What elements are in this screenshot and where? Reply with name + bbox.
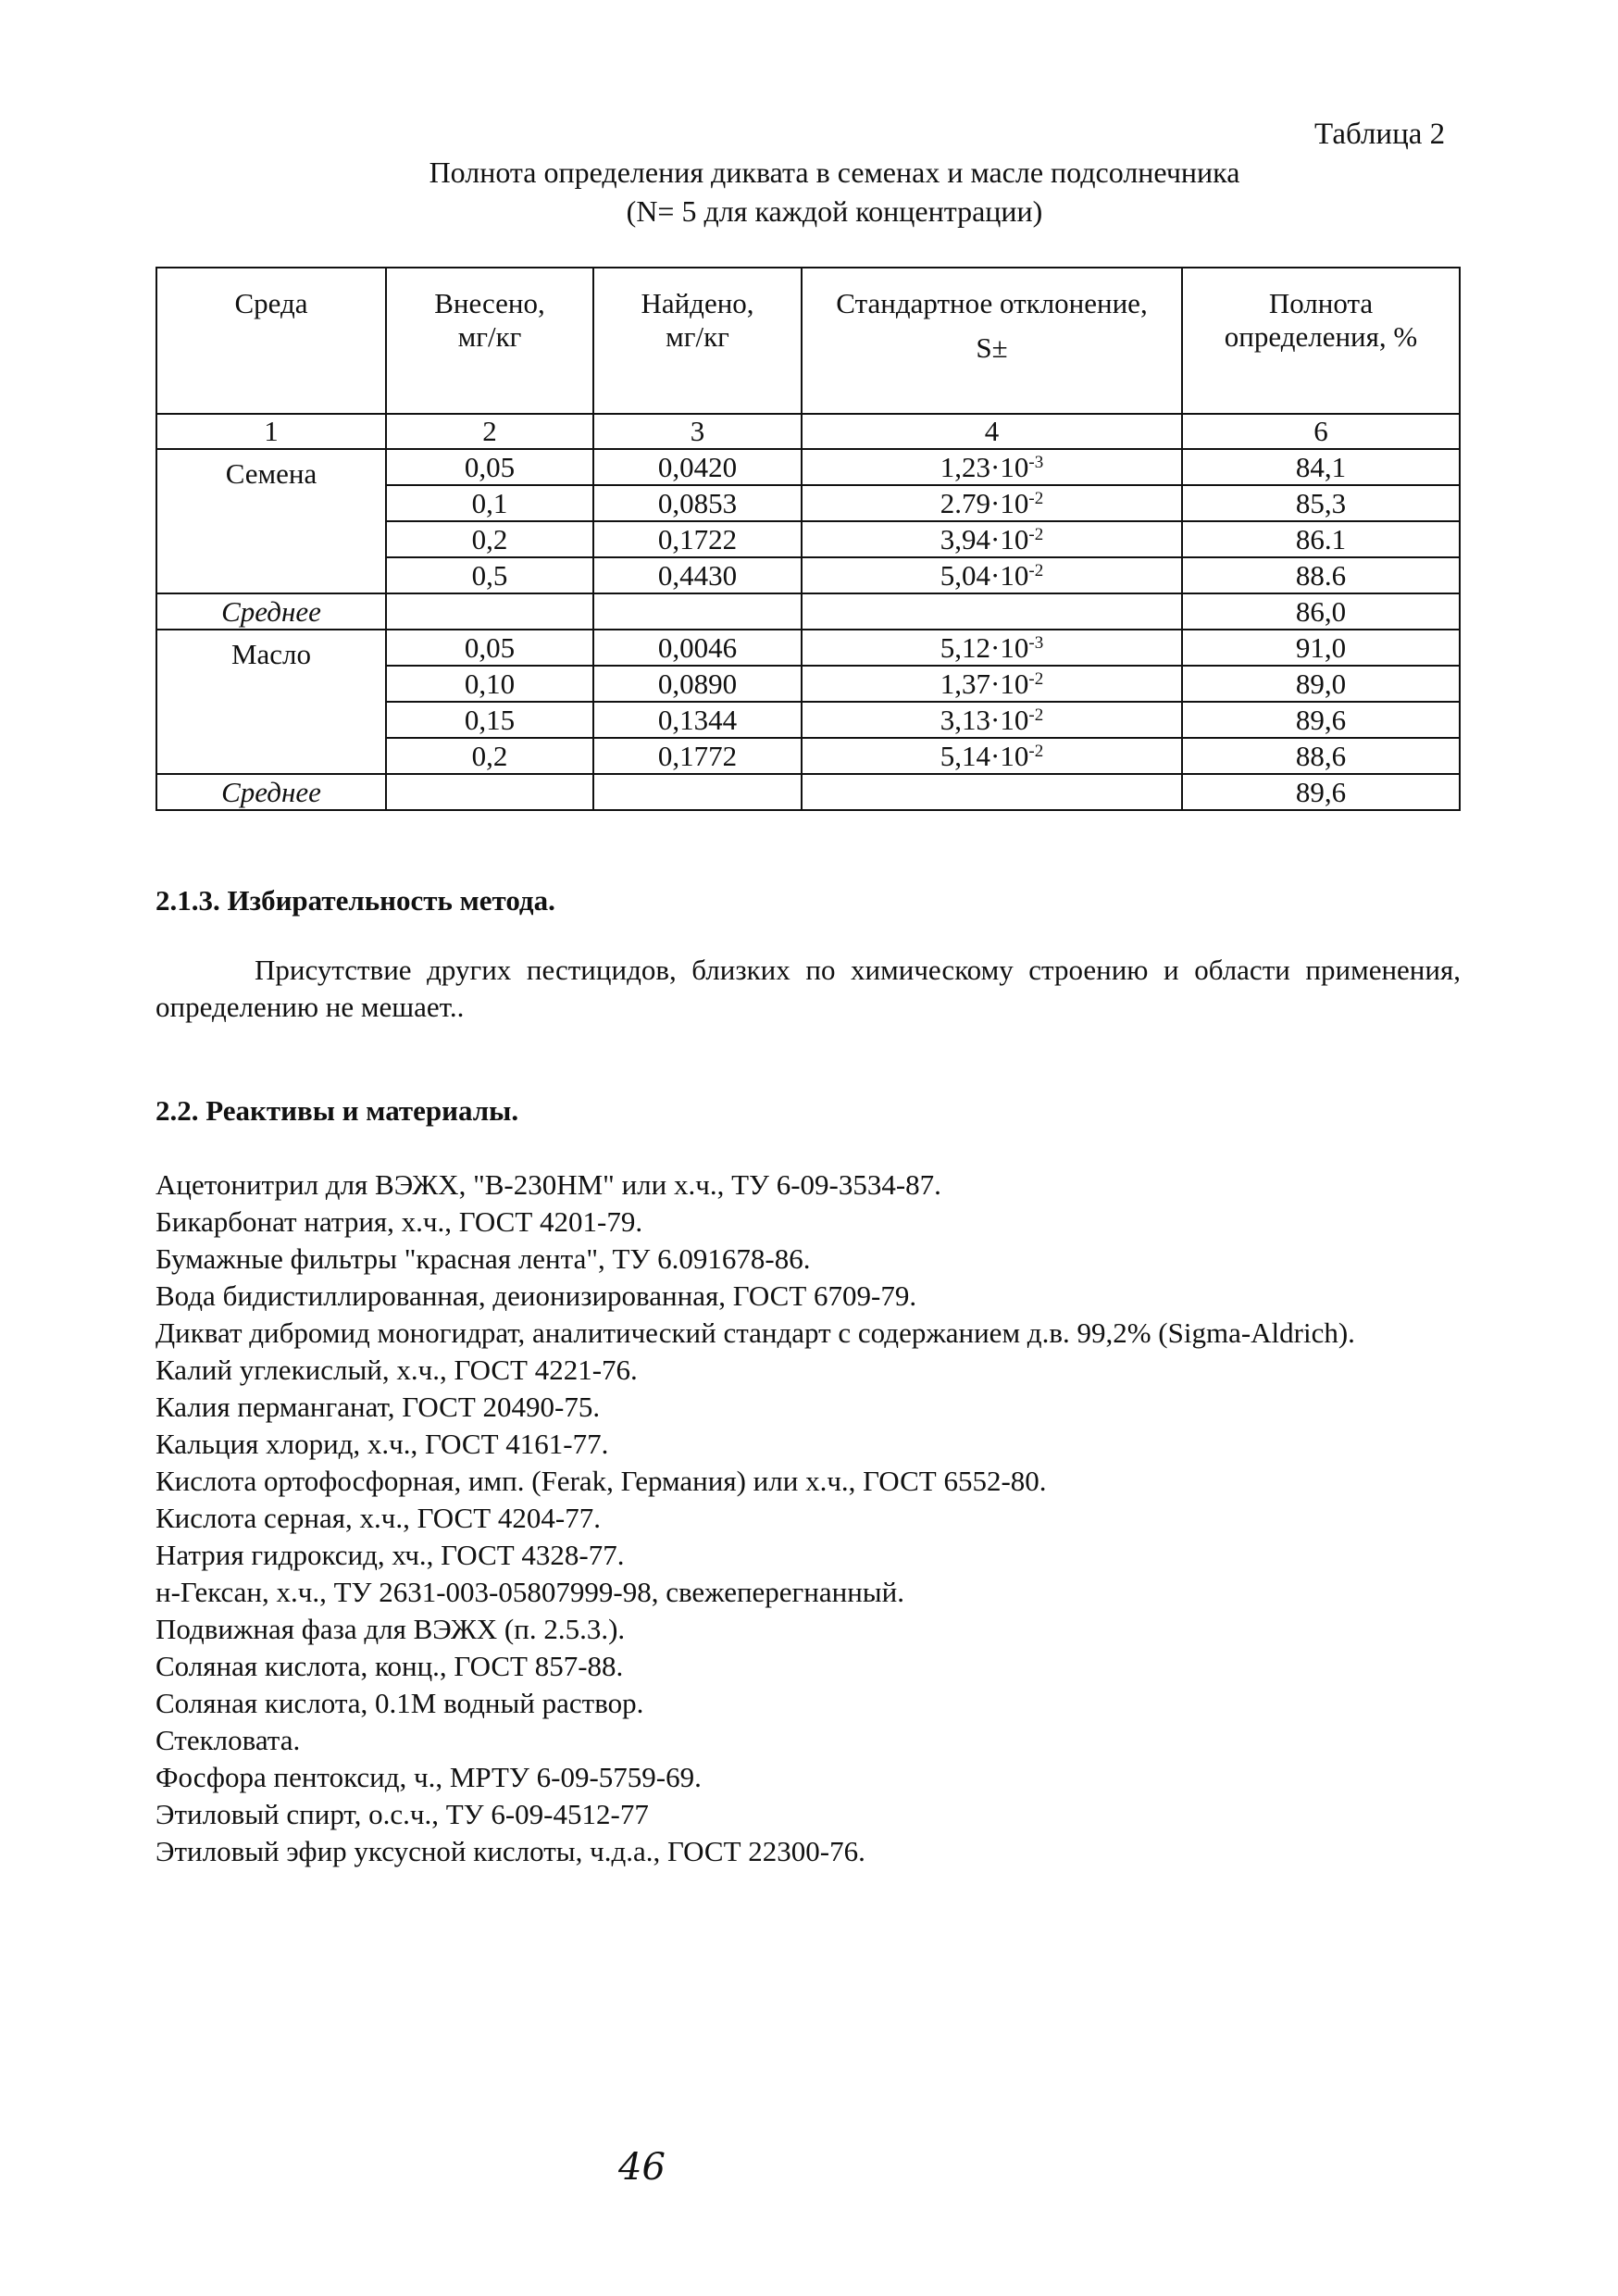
cell-added: 0,15 — [386, 702, 593, 738]
empty-cell — [802, 774, 1182, 810]
cell-recovery: 88,6 — [1182, 738, 1460, 774]
header-medium — [156, 268, 386, 414]
cell-recovery: 88.6 — [1182, 557, 1460, 593]
cell-recovery: 86.1 — [1182, 521, 1460, 557]
reagent-item: Кислота серная, х.ч., ГОСТ 4204-77. — [156, 1502, 601, 1534]
reagent-item: Этиловый эфир уксусной кислоты, ч.д.а., ГОСТ 22300-76. — [156, 1835, 865, 1867]
header-recovery — [1182, 268, 1460, 414]
cell-found: 0,1722 — [593, 521, 802, 557]
average-value: 89,6 — [1182, 774, 1460, 810]
recovery-table — [156, 267, 1461, 811]
sd-exponent: -2 — [1028, 488, 1044, 508]
reagent-item: Подвижная фаза для ВЭЖХ (п. 2.5.3.). — [156, 1613, 626, 1645]
cell-found: 0,0420 — [593, 449, 802, 485]
medium-oil: Масло — [156, 630, 386, 774]
header-found — [593, 268, 802, 414]
reagent-item: Этиловый спирт, о.с.ч., ТУ 6-09-4512-77 — [156, 1798, 649, 1830]
empty-cell — [802, 593, 1182, 630]
cell-std-dev — [802, 449, 1182, 485]
section-heading-reagents: 2.2. Реактивы и материалы. — [156, 1094, 519, 1127]
reagent-item: Кислота ортофосфорная, имп. (Ferak, Германия) или х.ч., ГОСТ 6552-80. — [156, 1465, 1047, 1497]
table-row — [156, 449, 1460, 485]
cell-recovery: 91,0 — [1182, 630, 1460, 666]
sd-exponent: -2 — [1028, 705, 1044, 725]
cell-added: 0,05 — [386, 449, 593, 485]
cell-added: 0,2 — [386, 738, 593, 774]
reagent-item: Стекловата. — [156, 1724, 301, 1756]
header-medium-text: Среда — [234, 287, 308, 319]
header-added — [386, 268, 593, 414]
cell-found: 0,0890 — [593, 666, 802, 702]
table-number-label: Таблица 2 — [1314, 118, 1446, 151]
reagent-item: Фосфора пентоксид, ч., МРТУ 6-09-5759-69. — [156, 1761, 702, 1793]
sd-exponent: -2 — [1028, 741, 1044, 761]
sd-exponent: -3 — [1028, 452, 1044, 472]
sd-exponent: -2 — [1028, 524, 1044, 544]
header-recovery-line2: определения, % — [1224, 320, 1418, 353]
reagent-item: Соляная кислота, 0.1М водный раствор. — [156, 1687, 644, 1719]
column-number: 6 — [1182, 414, 1460, 449]
sd-mantissa: 5,14·10 — [940, 739, 1029, 772]
cell-std-dev — [802, 485, 1182, 521]
reagent-item: Дикват дибромид моногидрат, аналитический стандарт с содержанием д.в. 99,2% (Sigma-Aldrich). — [156, 1316, 1355, 1349]
average-label: Среднее — [156, 774, 386, 810]
reagent-item: Калий углекислый, х.ч., ГОСТ 4221-76. — [156, 1354, 638, 1386]
cell-recovery: 85,3 — [1182, 485, 1460, 521]
page-number: 46 — [618, 2146, 666, 2189]
caption-line-1: Полнота определения диквата в семенах и масле подсолнечника — [429, 156, 1240, 189]
reagent-item: Кальция хлорид, х.ч., ГОСТ 4161-77. — [156, 1428, 609, 1460]
cell-std-dev — [802, 521, 1182, 557]
reagent-item: Бикарбонат натрия, х.ч., ГОСТ 4201-79. — [156, 1205, 643, 1238]
medium-seeds: Семена — [156, 449, 386, 593]
sd-exponent: -2 — [1028, 560, 1044, 580]
cell-recovery: 84,1 — [1182, 449, 1460, 485]
sd-exponent: -3 — [1028, 632, 1044, 653]
cell-std-dev — [802, 702, 1182, 738]
sd-mantissa: 1,37·10 — [940, 667, 1029, 700]
sd-mantissa: 3,94·10 — [940, 522, 1029, 555]
column-number: 3 — [593, 414, 802, 449]
cell-found: 0,0853 — [593, 485, 802, 521]
header-sd-line1: Стандартное отклонение, — [836, 287, 1148, 319]
cell-found: 0,1772 — [593, 738, 802, 774]
header-added-line2: мг/кг — [457, 320, 522, 353]
sd-mantissa: 5,12·10 — [940, 630, 1029, 664]
column-number-row — [156, 414, 1460, 449]
cell-std-dev — [802, 666, 1182, 702]
reagent-item: Соляная кислота, конц., ГОСТ 857-88. — [156, 1650, 624, 1682]
table-caption — [0, 153, 1618, 231]
cell-std-dev — [802, 630, 1182, 666]
cell-added: 0,05 — [386, 630, 593, 666]
empty-cell — [593, 774, 802, 810]
sd-mantissa: 3,13·10 — [940, 703, 1029, 736]
cell-added: 0,10 — [386, 666, 593, 702]
column-number: 1 — [156, 414, 386, 449]
average-row-oil — [156, 774, 1460, 810]
header-std-dev — [802, 268, 1182, 414]
reagent-item: Вода бидистиллированная, деионизированная, ГОСТ 6709-79. — [156, 1279, 917, 1312]
selectivity-text: Присутствие других пестицидов, близких по химическому строению и области применения, определению не мешает.. — [156, 954, 1461, 1023]
cell-found: 0,0046 — [593, 630, 802, 666]
reagent-item: Бумажные фильтры "красная лента", ТУ 6.091678-86. — [156, 1242, 811, 1275]
cell-std-dev — [802, 557, 1182, 593]
cell-added: 0,2 — [386, 521, 593, 557]
table-row — [156, 630, 1460, 666]
sd-mantissa: 1,23·10 — [940, 450, 1029, 483]
cell-recovery: 89,6 — [1182, 702, 1460, 738]
average-row-seeds — [156, 593, 1460, 630]
average-value: 86,0 — [1182, 593, 1460, 630]
header-added-line1: Внесено, — [434, 287, 545, 319]
header-recovery-line1: Полнота — [1268, 287, 1374, 319]
empty-cell — [386, 774, 593, 810]
reagent-item: Ацетонитрил для ВЭЖХ, "В-230НМ" или х.ч., ТУ 6-09-3534-87. — [156, 1168, 941, 1201]
reagents-list — [156, 1167, 1461, 1870]
header-found-line1: Найдено, — [641, 287, 754, 319]
cell-added: 0,1 — [386, 485, 593, 521]
header-found-line2: мг/кг — [666, 320, 729, 353]
average-label: Среднее — [156, 593, 386, 630]
reagent-item: Натрия гидроксид, хч., ГОСТ 4328-77. — [156, 1539, 625, 1571]
cell-found: 0,1344 — [593, 702, 802, 738]
cell-found: 0,4430 — [593, 557, 802, 593]
reagent-item: н-Гексан, х.ч., ТУ 2631-003-05807999-98, свежеперегнанный. — [156, 1576, 904, 1608]
cell-recovery: 89,0 — [1182, 666, 1460, 702]
reagent-item: Калия перманганат, ГОСТ 20490-75. — [156, 1391, 601, 1423]
column-number: 2 — [386, 414, 593, 449]
empty-cell — [386, 593, 593, 630]
caption-line-2: (N= 5 для каждой концентрации) — [626, 194, 1043, 228]
table-header-row — [156, 268, 1460, 414]
cell-added: 0,5 — [386, 557, 593, 593]
sd-mantissa: 5,04·10 — [940, 558, 1029, 592]
selectivity-paragraph — [156, 952, 1461, 1026]
sd-mantissa: 2.79·10 — [940, 486, 1029, 519]
header-sd-line2: S± — [976, 331, 1008, 364]
cell-std-dev — [802, 738, 1182, 774]
sd-exponent: -2 — [1028, 668, 1044, 689]
section-heading-selectivity: 2.1.3. Избирательность метода. — [156, 884, 555, 917]
empty-cell — [593, 593, 802, 630]
column-number: 4 — [802, 414, 1182, 449]
